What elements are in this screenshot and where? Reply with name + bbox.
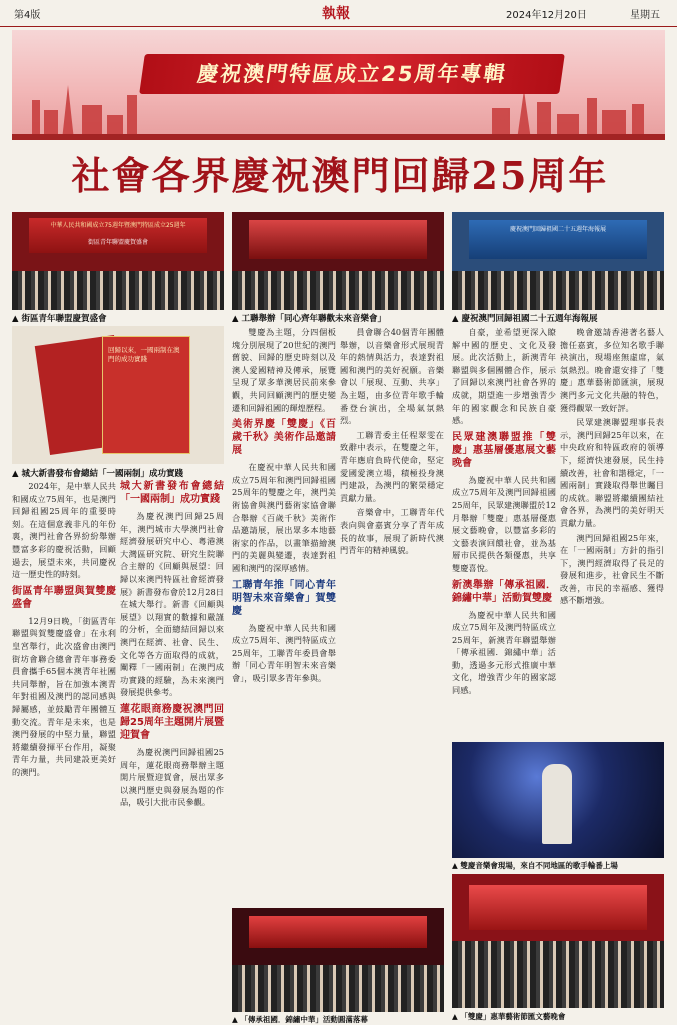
- page-headline: 社會各界慶祝澳門回歸25周年: [71, 153, 609, 198]
- article-heritage: 為慶祝中華人民共和國成立75周年及澳門特區成立25周年，新澳青年聯盟舉辦「傳承祖國．錦繡中華」活動，透過多元形式推廣中華文化，增強青少年的國家認同感。: [452, 609, 556, 696]
- issue-date: 2024年12月20日: [506, 10, 587, 21]
- caption-poster-exhibition: ▲ 慶祝澳門回歸祖國二十五週年海報展: [452, 314, 598, 324]
- caption-youth-alliance: ▲ 街區青年聯盟慶賀盛會: [12, 314, 107, 324]
- article-art-exhibition: 在慶祝中華人民共和國成立75周年和澳門回歸祖國25周年的雙慶之年，澳門美術協會與澳門藝術家協會聯合舉辦《百歲千秋》美術作品邀請展，展出眾多本地藝術家的作品，以畫筆描繪澳門的美麗與變遷，表達對祖國和澳門的深厚感情。: [232, 462, 336, 573]
- photo-exhibition-text: 慶祝澳門回歸祖國二十五週年海報展: [509, 225, 606, 233]
- photo-heritage-event: [232, 908, 444, 1012]
- photo-youth-alliance: [12, 212, 224, 310]
- article-exhibition-cont: 雙慶為主題，分四個板塊分別展現了20世紀的澳門舊貌、回歸的歷史時刻以及澳人愛國精神及傳承，展覽呈現了眾多華澳居民前來參觀，共同回顧澳門的歷史變遷和回歸祖國的輝煌歷程。: [232, 327, 336, 413]
- article-gala: 晚會邀請香港著名藝人擔任嘉賓，多位知名歌手聯袂演出，現場座無虛席，氣氛熱烈。晚會還安排了「雙慶」惠華藝術節匯演，展現澳門多元文化共融的特色，獲得觀眾一致好評。: [560, 327, 664, 413]
- book-cover-title: 回歸以來，一國兩制在澳門的成功實踐: [108, 346, 180, 363]
- article-concert-speech: 工聯青委主任程翠雯在致辭中表示，在雙慶之年，青年應肩負時代使命，堅定愛國愛澳立場，積極投身澳門建設，為澳門的繁榮穩定貢獻力量。: [340, 429, 444, 503]
- photo-singer-stage: [452, 742, 664, 858]
- subhead-lotus-business: 蓮花眼商務慶祝澳門回歸25周年主題開片展暨迎賀會: [120, 703, 224, 741]
- article-youth-cont: 自豪，並希望更深入瞭解中國的歷史、文化及發展。此次活動上，新澳青年聯盟與多個團體合作，展示了回歸以來澳門社會各界的成就，期望進一步增強青少年的國家觀念和民族自豪感。: [452, 327, 556, 426]
- article-column-3: [232, 326, 336, 936]
- article-gala-speech: 民眾建澳聯盟理事長表示，澳門回歸25年以來，在中央政府和特區政府的領導下，經濟快速發展，民生持續改善，社會和諧穩定，「一國兩制」實踐取得舉世矚目的成就。聯盟將繼續團結社會各界，為澳門的美好明天貢獻力量。: [560, 417, 664, 528]
- caption-heritage-event: ▲ 「傳承祖國．錦繡中華」活動圓滿落幕: [232, 1015, 368, 1024]
- photo-backdrop-subtext: 街區青年聯盟慶賀盛會: [87, 239, 148, 247]
- article-column-5: [452, 326, 556, 738]
- article-column-1: [12, 480, 116, 1012]
- article-lotus-business: 為慶祝澳門回歸祖國25周年，蓮花眼商務舉辦主題開片展暨迎賀會，展出眾多以澳門歷史與發展為題的作品，吸引大批市民參觀。: [120, 746, 224, 808]
- photo-gala-evening: [452, 874, 664, 1008]
- article-intro: 2024年，是中華人民共和國成立75周年，也是澳門回歸祖國25周年的重要時刻。在這個意義非凡的年份裏，澳門社會各界紛紛舉辦豐富多彩的慶祝活動，回顧過去，展望未來，共同慶祝這一歷史性的時刻。: [12, 481, 116, 580]
- issue-weekday: 星期五: [630, 10, 660, 21]
- photo-book-launch: [12, 326, 224, 464]
- photo-union-concert: [232, 212, 444, 310]
- banner-title: 慶祝澳門特區成立25周年專輯: [139, 54, 565, 94]
- photo-poster-exhibition: [452, 212, 664, 310]
- article-union-concert: 為慶祝中華人民共和國成立75周年、澳門特區成立25周年，工聯青年委員會舉辦「同心青年明智未來音樂會」，吸引眾多青年參與。: [232, 622, 336, 683]
- photo-backdrop-text: 中華人民共和國成立75週年暨澳門特區成立25週年: [50, 221, 186, 229]
- article-concert-share: 音樂會中，工聯青年代表向與會嘉賓分享了青年成長的故事，展現了新時代澳門青年的精神風貌。: [340, 507, 444, 556]
- caption-union-concert: ▲ 工聯舉辦「同心齊年聯歡未來音樂會」: [232, 314, 386, 324]
- subhead-heritage: 新澳舉辦「傳承祖國．錦繡中華」活動賀雙慶: [452, 579, 556, 604]
- article-closing: 澳門回歸祖國25年來，在「一國兩制」方針的指引下，澳門經濟取得了長足的發展和進步，社會民生不斷改善，市民的幸福感、獲得感不斷增強。: [560, 532, 664, 606]
- article-people-alliance: 為慶祝中華人民共和國成立75周年及澳門回歸祖國25周年，民眾建澳聯盟於12月舉辦「雙慶」惠基層優惠展文藝晚會，以豐富多彩的文藝表演回饋社會，並為基層市民提供各類優惠，共享雙慶喜悅。: [452, 474, 556, 573]
- caption-singer-stage: ▲ 雙慶音樂會現場，來自不同地區的歌手輪番上場: [452, 861, 618, 870]
- subhead-book-launch: 城大新書發布會總結「一國兩制」成功實踐: [120, 481, 224, 505]
- article-column-6: [560, 326, 664, 738]
- article-column-4: [340, 326, 444, 936]
- article-concert-cont: 員會聯合40個青年團體舉辦，以音樂會形式展現青年的熱情與活力，表達對祖國和澳門的美好祝願。音樂會以「展現、互動、共享」為主題，由多位青年歌手輪番登台演出，全場氣氛熱烈。: [340, 327, 444, 426]
- caption-gala-evening: ▲ 「雙慶」惠華藝術節匯文藝晚會: [452, 1012, 566, 1021]
- subhead-people-alliance: 民眾建澳聯盟推「雙慶」惠基層優惠展文藝晚會: [452, 431, 556, 469]
- special-edition-banner: [12, 30, 665, 140]
- subhead-union-concert: 工聯青年推「同心青年明智未來音樂會」賀雙慶: [232, 579, 336, 617]
- subhead-art-exhibition: 美術界慶「雙慶」《百歲千秋》美術作品邀請展: [232, 419, 336, 457]
- caption-book-launch: ▲ 城大新書發布會總結「一國兩制」成功實踐: [12, 469, 183, 479]
- page-number: 第4版: [14, 10, 41, 21]
- masthead: 執報: [322, 6, 350, 22]
- article-book-launch: 為慶祝澳門回歸25周年，澳門城市大學澳門社會經濟發展研究中心、粵港澳大灣區研究院、研究生院聯合主辦的《回顧與展望：回歸以來澳門特區社會經濟發展》新書發布會於12月28日在城大舉行。新書《回顧與展望》以翔實的數據和嚴謹的分析，全面總結回歸以來澳門在經濟、社會、民生、文化等各方面取得的成就，闡釋「一國兩制」在澳門成功實踐的經驗，為未來澳門發展提供參考。: [120, 511, 224, 698]
- subhead-youth-alliance: 街區青年聯盟與賀雙慶盛會: [12, 585, 116, 610]
- page-header: [0, 0, 677, 27]
- article-youth-alliance: 12月9日晚，「街區青年聯盟與賀雙慶盛會」在永利皇宮舉行，此次盛會由澳門街坊會聯合總會青年事務委員會攜手65個本澳青年社團共同舉辦，旨在加強本澳青年對祖國及澳門的認同感與歸屬感，並鼓勵青年團體互動交流。青年是未來，也是澳門發展的中堅力量，聯盟將繼續發揮平台作用，凝聚青年力量，共同建設更美好的澳門。: [12, 615, 116, 777]
- article-column-2: [120, 480, 224, 1012]
